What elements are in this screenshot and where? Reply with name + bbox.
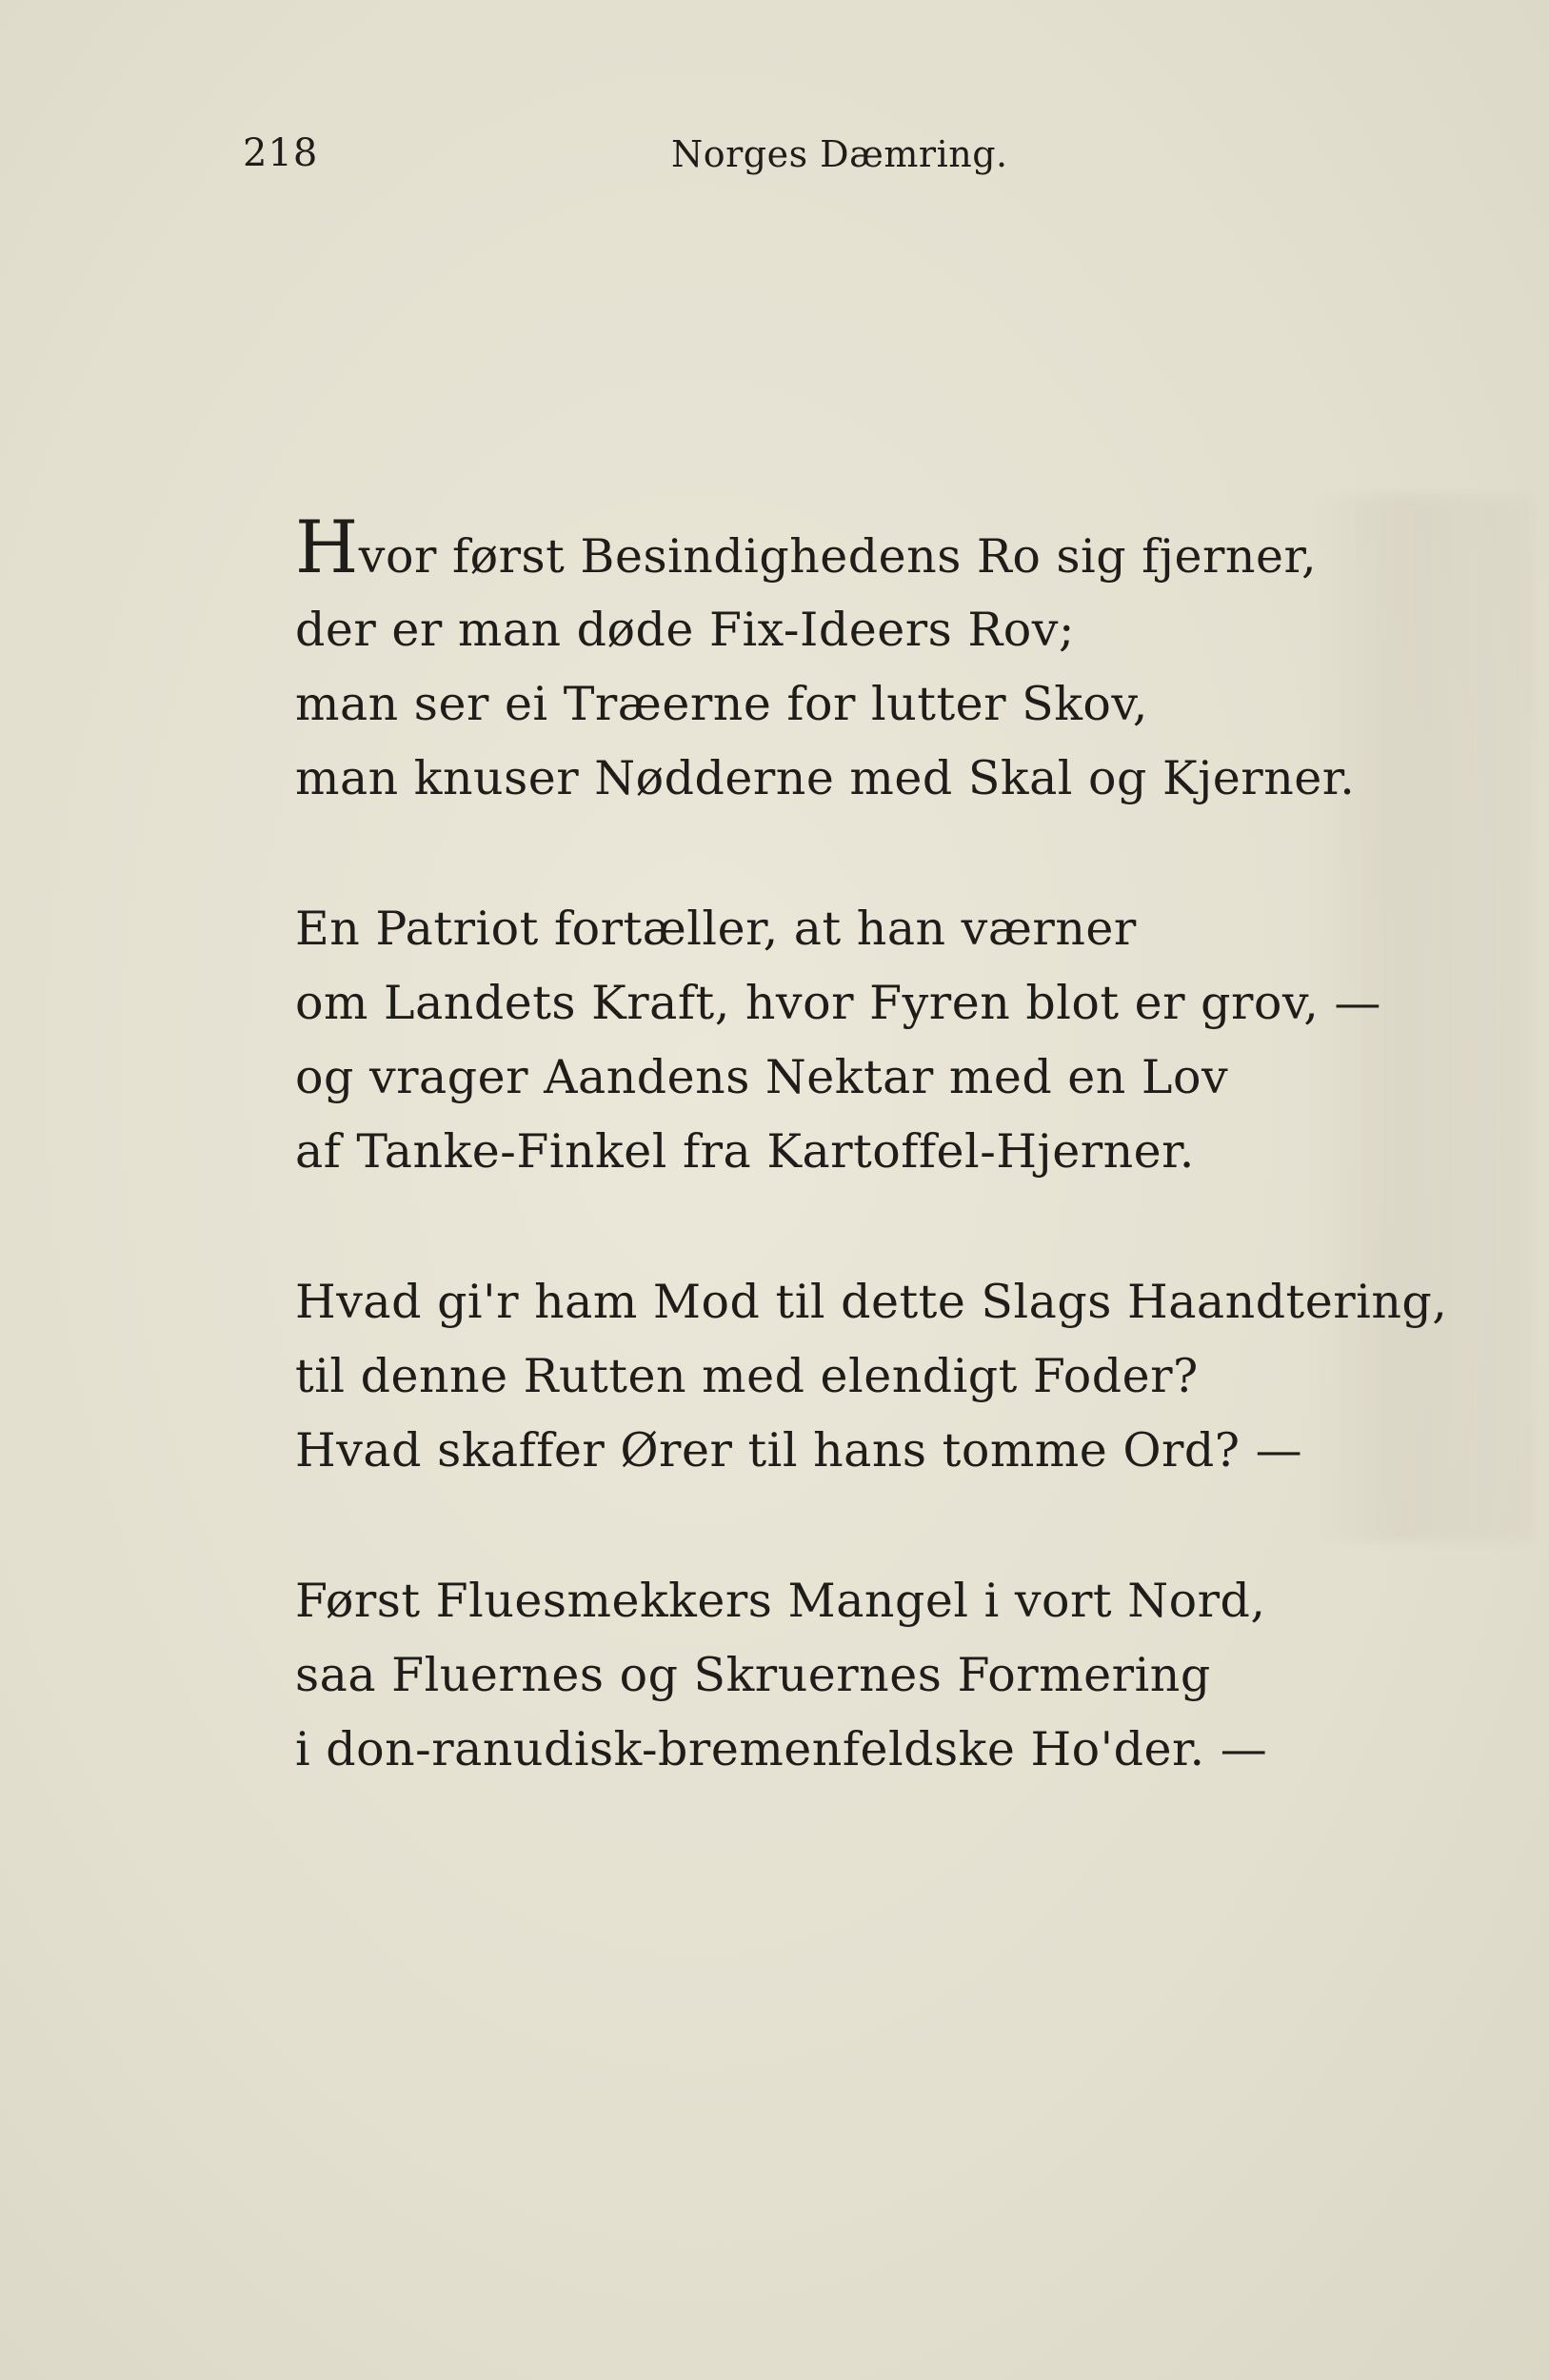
stanza-3 [295,1265,1476,1488]
poem-line: af Tanke-Finkel fra Kartoffel-Hjerner. [295,1124,1195,1179]
stanza-1 [295,505,1476,816]
poem-line: man knuser Nødderne med Skal og Kjerner. [295,751,1356,805]
poem-line: Først Fluesmekkers Mangel i vort Nord, [295,1574,1266,1628]
poem-line: om Landets Kraft, hvor Fyren blot er grov, — [295,976,1381,1030]
page-number: 218 [243,131,319,175]
initial-letter: H [295,505,359,589]
poem-line: man ser ei Træerne for lutter Skov, [295,677,1148,731]
poem-line: i don-ranudisk-bremenfeldske Ho'der. — [295,1722,1268,1776]
poem-line: og vrager Aandens Nektar med en Lov [295,1050,1229,1104]
poem-line [295,505,1476,593]
page-header [243,131,1033,188]
poem-line: En Patriot fortæller, at han værner [295,902,1137,956]
stanza-4 [295,1564,1476,1787]
poem-line: Hvad skaffer Ører til hans tomme Ord? — [295,1423,1303,1478]
poem-line: der er man døde Fix-Ideers Rov; [295,603,1075,657]
poem-line-text: vor først Besindighedens Ro sig fjerner, [358,529,1318,584]
poem-line: Hvad gi'r ham Mod til dette Slags Haandtering, [295,1275,1448,1329]
poem-line: saa Fluernes og Skruernes Formering [295,1648,1211,1702]
poem [295,505,1476,1863]
running-title: Norges Dæmring. [671,133,1008,175]
stanza-2 [295,892,1476,1189]
poem-line: til denne Rutten med elendigt Foder? [295,1349,1199,1403]
